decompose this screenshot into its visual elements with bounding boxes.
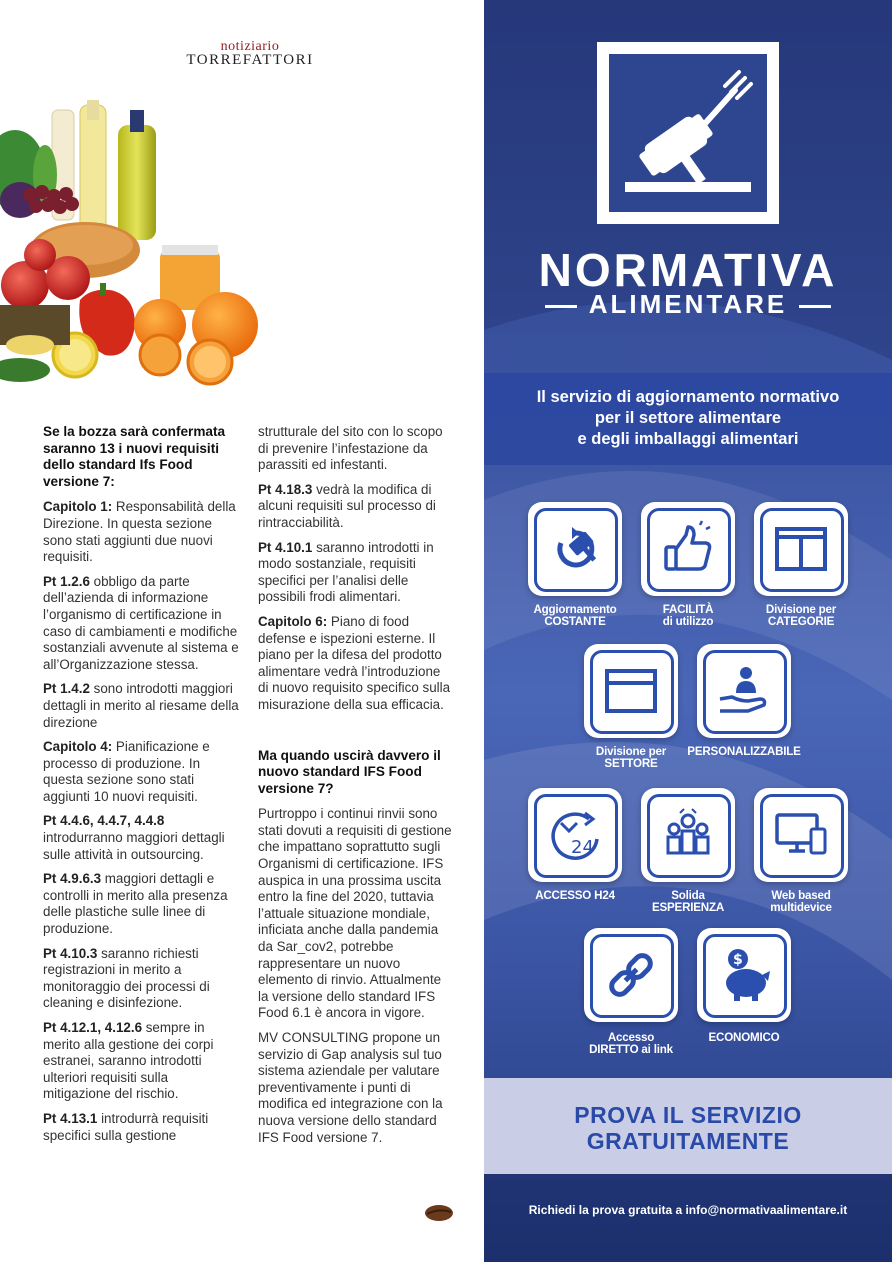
paragraph: Pt 4.4.6, 4.4.7, 4.4.8 introdurranno maggiori dettagli sulle attività in outsourcing.: [43, 813, 225, 862]
feature-accesso-h24[interactable]: [528, 788, 622, 882]
feature-label: FACILITÀ di utilizzo: [662, 603, 714, 628]
feature-label: ACCESSO H24: [535, 889, 615, 902]
feature-label: ECONOMICO: [708, 1031, 780, 1044]
paragraph: strutturale del sito con lo scopo di prevenire l’infestazione da parassiti ed infestanti.: [258, 424, 443, 473]
feature-label: Solida ESPERIENZA: [651, 889, 725, 914]
window-layout-icon: [601, 661, 661, 721]
masthead-small: notiziario: [220, 39, 280, 54]
masthead: [170, 40, 330, 67]
text-column-left: [43, 424, 239, 1152]
tagline: Il servizio di aggiornamento normativo per il settore alimentare e degli imballaggi alimentari: [484, 373, 892, 465]
paragraph: Pt 4.10.1 saranno introdotti in modo sostanziale, requisiti specifici per l’analisi delle possibili frodi alimentari.: [258, 539, 434, 605]
paragraph: Capitolo 4: Pianificazione e processo di produzione. In questa sezione sono stati aggiunti 10 nuovi requisiti.: [43, 739, 210, 804]
feature-facilita[interactable]: [641, 502, 735, 596]
section-heading: Ma quando uscirà davvero il nuovo standard IFS Food versione 7?: [258, 747, 441, 796]
paragraph: Pt 4.10.3 saranno richiesti registrazioni in merito a monitoraggio dei processi di cleaning e disinfezione.: [43, 945, 210, 1011]
feature-label: Aggiornamento COSTANTE: [533, 603, 617, 628]
feature-label: Divisione per CATEGORIE: [765, 603, 837, 628]
feature-aggiornamento[interactable]: [528, 502, 622, 596]
paragraph: Capitolo 6: Piano di food defense e ispezioni esterne. Il piano per la difesa del prodotto alimentare vedrà l’introduzione di nuovo requisito specifico sulla misurazione della sua efficacia.: [258, 613, 451, 712]
contact-email[interactable]: Richiedi la prova gratuita a info@normativaalimentare.it: [528, 1203, 848, 1217]
feature-link[interactable]: [584, 928, 678, 1022]
paragraph: Pt 4.9.6.3 maggiori dettagli e controlli in merito alla presenza delle plastiche sulle linee di produzione.: [43, 871, 228, 937]
paragraph: Pt 4.18.3 vedrà la modifica di alcuni requisiti sul processo di rintracciabilità.: [258, 481, 436, 530]
paragraph: Pt 4.12.1, 4.12.6 sempre in merito alla gestione dei corpi estranei, saranno introdotti ulteriori requisiti sulla mitigazione del rischio.: [43, 1020, 214, 1102]
paragraph: Pt 1.4.2 sono introdotti maggiori dettagli in merito al riesame della direzione: [43, 681, 239, 730]
svg-text:24: 24: [571, 837, 594, 858]
feature-label: PERSONALIZZABILE: [687, 745, 801, 758]
brand-title: NORMATIVA: [538, 244, 838, 296]
devices-icon: [771, 805, 831, 865]
team-icon: [658, 805, 718, 865]
clock-24-icon: [545, 805, 605, 865]
feature-multidevice[interactable]: [754, 788, 848, 882]
piggy-bank-icon: [714, 945, 774, 1005]
gavel-fork-icon: [609, 54, 767, 212]
ad-panel: [484, 0, 892, 1262]
feature-esperienza[interactable]: [641, 788, 735, 882]
feature-personalizzabile[interactable]: [697, 644, 791, 738]
food-photo: [0, 100, 270, 400]
feature-categorie[interactable]: [754, 502, 848, 596]
masthead-title: TORREFATTORI: [186, 52, 314, 68]
hand-person-icon: [714, 661, 774, 721]
paragraph: Pt 1.2.6 obbligo da parte dell’azienda di informazione l’organismo di certificazione in caso di cambiamenti e modifiche sostanziali avvenute al sistema e all’Organizzazione stessa.: [43, 573, 239, 672]
text-column-right: [258, 424, 454, 1154]
section-heading: Se la bozza sarà confermata saranno 13 i nuovi requisiti dello standard Ifs Food versione 7:: [43, 424, 226, 489]
feature-settore[interactable]: [584, 644, 678, 738]
paragraph: Purtroppo i continui rinvii sono stati dovuti a requisiti di gestione che impattano soprattutto sugli Organismi di certificazione. IFS auspica in una prossima uscita entro la fine del 2020, tuttavia l’attuale situazione mondiale, inficiata anche dalla pandemia da Sar_cov2, potrebbe rappresentare un nuovo elemento di rinvio. Attualmente la versione dello standard IFS Food 6.1 è ancora in vigore.: [258, 806, 452, 1021]
gavel-refresh-icon: [545, 519, 605, 579]
paragraph: Capitolo 1: Responsabilità della Direzione. In questa sezione sono stati aggiunti due nuovi requisiti.: [43, 499, 236, 565]
logo: [597, 42, 779, 224]
feature-label: Divisione per SETTORE: [595, 745, 667, 770]
cta-banner[interactable]: PROVA IL SERVIZIO GRATUITAMENTE: [484, 1078, 892, 1174]
coffee-bean-icon: [424, 1203, 454, 1223]
svg-text:$: $: [733, 952, 743, 968]
link-icon: [601, 945, 661, 1005]
thumbs-up-icon: [658, 519, 718, 579]
columns-layout-icon: [771, 519, 831, 579]
feature-economico[interactable]: [697, 928, 791, 1022]
brand-subtitle: ALIMENTARE: [484, 289, 892, 319]
feature-label: Web based multidevice: [770, 889, 832, 914]
feature-label: Accesso DIRETTO ai link: [589, 1031, 673, 1056]
paragraph: MV CONSULTING propone un servizio di Gap analysis sul tuo sistema aziendale per valutare preventivamente i punti di modifica ed integrazione con la nuova versione dello standard IFS Food versione 7.: [258, 1030, 443, 1145]
paragraph: Pt 4.13.1 introdurrà requisiti specifici sulla gestione: [43, 1110, 209, 1143]
